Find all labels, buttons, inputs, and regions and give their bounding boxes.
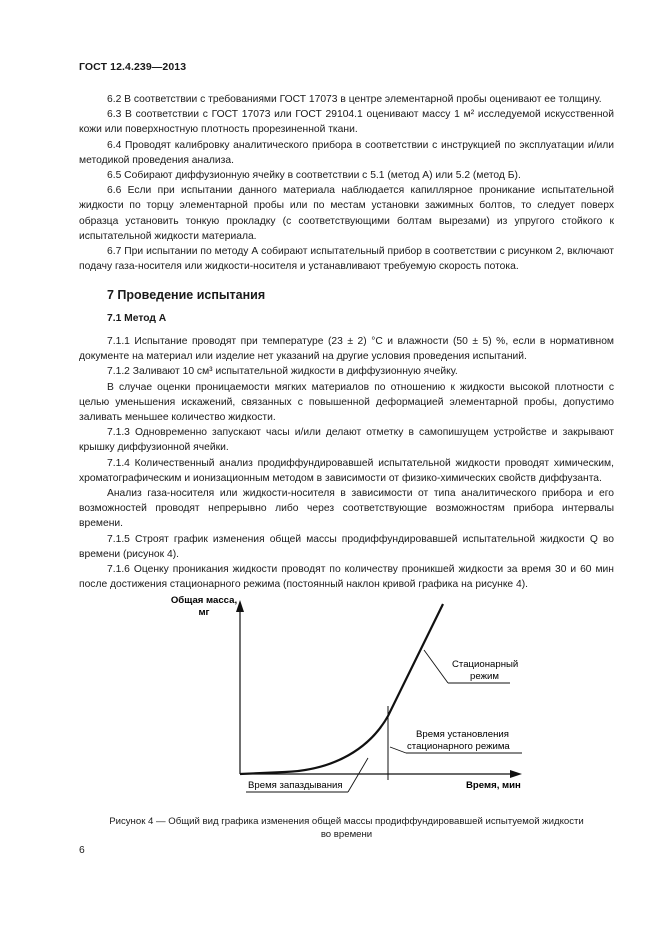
lag-time-leader-line: [348, 758, 368, 792]
steady-state-label-2: режим: [470, 671, 499, 682]
paragraph: 6.7 При испытании по методу А собирают испытательный прибор в соответствии с рисунком 2, включают подачу газа-носителя или жидкости-носителя и устанавливают требуемую скорость потока.: [79, 246, 614, 273]
paragraph: 7.1.2 Заливают 10 см³ испытательной жидкости в диффузионную ячейку.: [107, 366, 458, 378]
y-axis-arrow-icon: [236, 600, 244, 612]
subsection-heading: 7.1 Метод А: [107, 313, 167, 324]
paragraph: 7.1.1 Испытание проводят при температуре (23 ± 2) °С и влажности (50 ± 5) %, если в нормативном документе на материал или изделие нет указаний на другие условия проведения испытаний.: [79, 336, 614, 363]
figure-caption: [79, 815, 614, 841]
y-axis-label: Общая масса,: [170, 595, 238, 606]
document-header: ГОСТ 12.4.239—2013: [79, 61, 187, 73]
caption-line-2: во времени: [320, 829, 373, 840]
paragraph: 6.5 Собирают диффузионную ячейку в соответствии с 5.1 (метод А) или 5.2 (метод Б).: [107, 170, 521, 182]
paragraphs-block-top: [79, 92, 614, 274]
paragraphs-block-method: [79, 334, 614, 592]
caption-line-1: Рисунок 4 — Общий вид графика изменения общей массы продиффундировавшей испытуемой жидкости: [109, 816, 584, 827]
paragraph: 6.3 В соответствии с ГОСТ 17073 или ГОСТ 29104.1 оценивают массу 1 м² исследуемой искусственной кожи или поверхностную плотность прорезиненной ткани.: [79, 109, 614, 136]
x-axis-label: Время, мин: [466, 780, 521, 791]
paragraph: 7.1.5 Строят график изменения общей массы продиффундировавшей испытательной жидкости Q во времени (рисунок 4).: [79, 533, 614, 560]
paragraph: 7.1.4 Количественный анализ продиффундировавшей испытательной жидкости проводят химическим, хроматографическим и ионизационным методом в зависимости от физико-химических свойств диффузанта.: [79, 457, 614, 484]
steady-time-label-2: стационарного режима: [407, 741, 510, 752]
lag-time-label: Время запаздывания: [248, 780, 343, 791]
paragraph: 7.1.3 Одновременно запускают часы и/или делают отметку в самопишущем устройстве и закрывают крышку диффузионной ячейки.: [79, 427, 614, 454]
steady-time-leader-line: [390, 747, 406, 753]
paragraph: 6.6 Если при испытании данного материала наблюдается капиллярное проникание испытательной жидкости по торцу элементарной пробы или по местам установки зажимных болтов, то следует поверх образца установить тонкую прокладку (с соответствующими болтам вырезами) из упругого стойкого к испытательной жидкости материала.: [79, 185, 614, 242]
page-number: 6: [79, 845, 85, 856]
paragraph: В случае оценки проницаемости мягких материалов по отношению к жидкости высокой плотности с целью уменьшения искажений, связанных с повышенной деформацией элементарной пробы, допустимо заливать меньшее количество жидкости.: [79, 381, 614, 424]
figure-mass-vs-time: [160, 588, 530, 800]
paragraph: 7.1.6 Оценку проникания жидкости проводят по количеству проникшей жидкости за время 30 и 60 мин после достижения стационарного режима (постоянный наклон кривой графика на рисунке 4).: [79, 564, 614, 591]
y-axis-unit: мг: [198, 607, 210, 618]
steady-state-leader-line: [424, 650, 448, 683]
steady-time-label: Время установления: [416, 729, 509, 740]
paragraph: 6.4 Проводят калибровку аналитического прибора в соответствии с инструкцией по эксплуатации и/или методикой проведения анализа.: [79, 139, 614, 166]
paragraph: 6.2 В соответствии с требованиями ГОСТ 17073 в центре элементарной пробы оценивают ее толщину.: [107, 94, 602, 105]
x-axis-arrow-icon: [510, 770, 522, 778]
steady-state-label: Стационарный: [452, 659, 519, 670]
paragraph: Анализ газа-носителя или жидкости-носителя в зависимости от типа аналитического прибора и его возможностей проводят непрерывно либо через соответствующие возможностям прибора интервалы времени.: [79, 488, 614, 530]
section-heading: 7 Проведение испытания: [107, 288, 266, 302]
